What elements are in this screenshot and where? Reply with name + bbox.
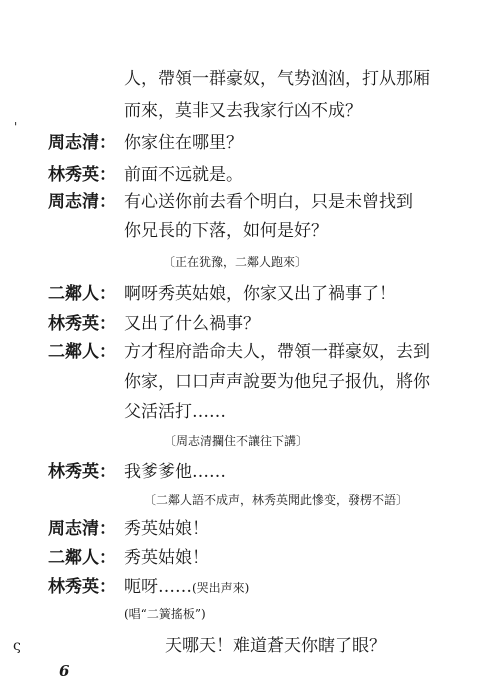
speaker-label: 二鄰人： — [48, 548, 116, 568]
stage-direction: (唱“二簧搖板”) — [124, 607, 206, 621]
dialogue-text: 方才程府誥命夫人，帶領一群豪奴，去到 — [124, 342, 430, 362]
stage-direction: 〔周志清攔住不讓往下講〕 — [164, 434, 309, 448]
text-line: 你家，口口声声說要为他兒子报仇，將你 — [124, 372, 430, 392]
dialogue-text: 秀英姑娘！ — [124, 548, 209, 568]
speaker-label: 周志清： — [48, 519, 116, 539]
text-line: 而來，莫非又去我家行凶不成？ — [124, 101, 362, 121]
dialogue-text-main: 呃呀…… — [124, 577, 192, 597]
print-speck: ς — [13, 638, 21, 654]
speaker-label: 二鄰人： — [48, 284, 116, 304]
text-line: 人，帶領一群豪奴，气势汹汹，打从那厢 — [124, 69, 430, 89]
stage-note: (哭出声來) — [192, 581, 250, 595]
dialogue-text: 有心送你前去看个明白，只是未曾找到 — [124, 192, 413, 212]
stage-direction: 〔二鄰人語不成声，林秀英聞此慘变，發楞不語〕 — [144, 493, 409, 507]
stage-direction: 〔正在犹豫，二鄰人跑來〕 — [163, 255, 308, 269]
dialogue-text: 又出了什么禍事？ — [124, 314, 260, 334]
speaker-label: 林秀英： — [48, 577, 116, 597]
speaker-label: 二鄰人： — [48, 342, 116, 362]
dialogue-text: 我爹爹他…… — [124, 462, 226, 482]
print-speck: ' — [14, 120, 18, 134]
dialogue-text: 啊呀秀英姑娘，你家又出了禍事了！ — [124, 284, 396, 304]
dialogue-text — [124, 577, 249, 598]
text-line: 父活活打…… — [124, 402, 226, 422]
dialogue-text: 你家住在哪里？ — [124, 133, 243, 153]
speaker-label: 周志清： — [48, 192, 116, 212]
speaker-label: 林秀英： — [48, 314, 116, 334]
dialogue-text: 秀英姑娘！ — [124, 519, 209, 539]
dialogue-text: 前面不远就是。 — [124, 165, 243, 185]
page-number: 6 — [59, 662, 70, 680]
speaker-label: 周志清： — [48, 133, 116, 153]
speaker-label: 林秀英： — [48, 462, 116, 482]
text-line: 你兄長的下落，如何是好？ — [124, 221, 328, 241]
verse-line: 天哪天！难道蒼天你瞎了眼？ — [165, 636, 386, 656]
speaker-label: 林秀英： — [48, 165, 116, 185]
